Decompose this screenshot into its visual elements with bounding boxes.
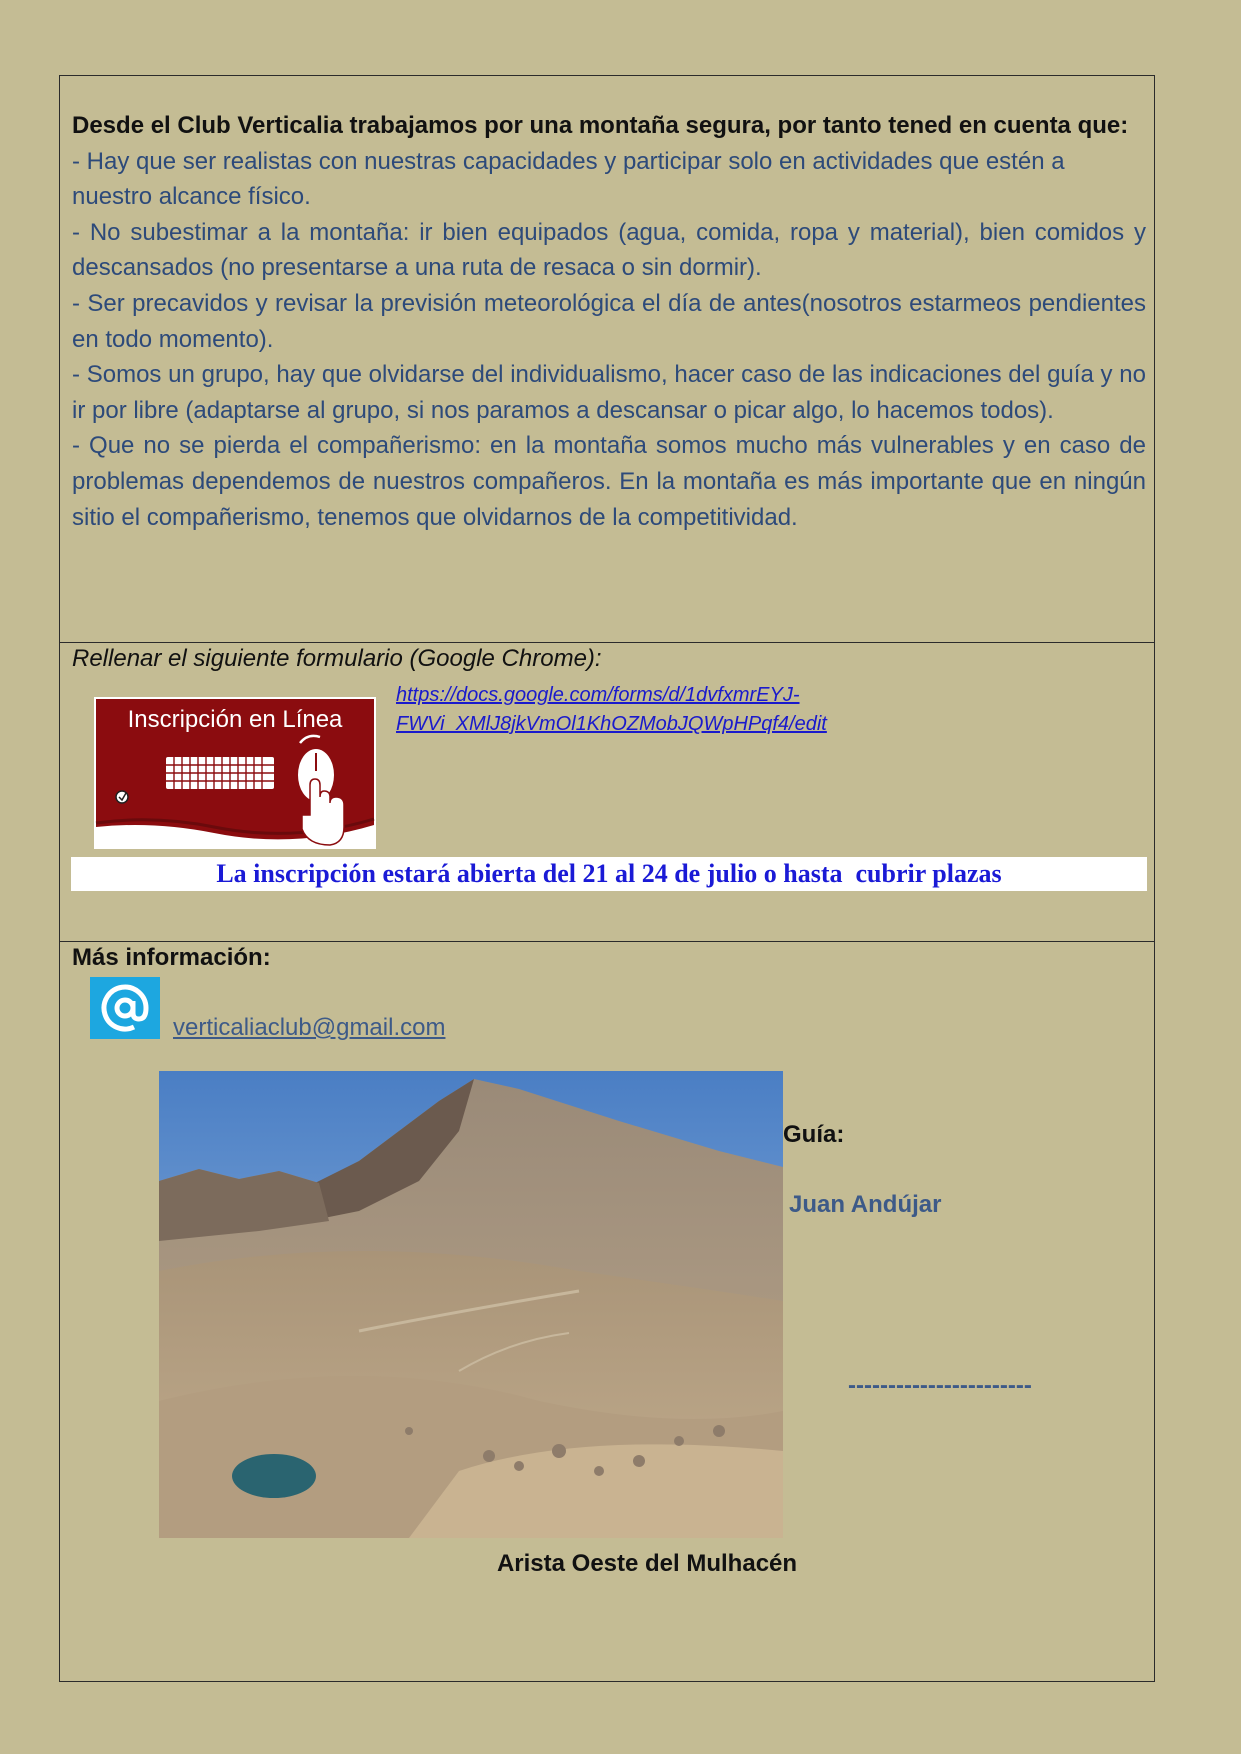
badge-title: Inscripción en Línea	[127, 706, 343, 733]
safety-rule-1: - Hay que ser realistas con nuestras capacidades y participar solo en actividades que estén a nuestro alcance físico.	[72, 147, 1065, 211]
safety-rule-3: - Ser precavidos y revisar la previsión meteorológica el día de antes(nosotros estarmeos pendientes en todo momento).	[72, 289, 1146, 353]
section-divider-1	[60, 642, 1154, 643]
online-registration-badge[interactable]	[94, 697, 376, 849]
keyboard-icon	[166, 757, 274, 789]
guide-label: Guía:	[783, 1121, 845, 1148]
registration-dates-banner: La inscripción estará abierta del 21 al 24 de julio o hasta cubrir plazas	[71, 857, 1147, 891]
mountain-photo	[159, 1071, 783, 1538]
section-divider-2	[60, 941, 1154, 942]
safety-section	[72, 108, 1146, 535]
form-link-line-2: FWVi_XMlJ8jkVmOl1KhOZMobJQWpHPqf4/edit	[396, 713, 827, 735]
form-link-line-1: https://docs.google.com/forms/d/1dvfxmrEYJ-	[396, 684, 800, 706]
dashed-separator: -----------------------	[848, 1372, 1032, 1399]
more-info-heading: Más información:	[72, 944, 271, 971]
at-sign-icon	[90, 977, 160, 1039]
registration-form-link[interactable]	[396, 681, 827, 739]
safety-lead: Desde el Club Verticalia trabajamos por una montaña segura, por tanto tened en cuenta que:	[72, 112, 1129, 139]
guide-name: Juan Andújar	[789, 1191, 942, 1218]
check-circle-icon	[116, 791, 128, 803]
safety-rule-5: - Que no se pierda el compañerismo: en la montaña somos mucho más vulnerables y en caso de problemas dependemos de nuestros compañeros. En la montaña es más importante que en ningún sitio el compañerismo, tenemos que olvidarnos de la competitividad.	[72, 432, 1146, 531]
contact-email-link[interactable]: verticaliaclub@gmail.com	[173, 1014, 446, 1041]
form-instructions: Rellenar el siguiente formulario (Google Chrome):	[72, 645, 602, 672]
document-frame	[59, 75, 1155, 1682]
safety-rule-4: - Somos un grupo, hay que olvidarse del individualismo, hacer caso de las indicaciones del guía y no ir por libre (adaptarse al grupo, si nos paramos a descansar o picar algo, lo hacemos todos).	[72, 361, 1146, 424]
safety-rule-2: - No subestimar a la montaña: ir bien equipados (agua, comida, ropa y material), bien comidos y descansados (no presentarse a una ruta de resaca o sin dormir).	[72, 218, 1146, 282]
photo-caption: Arista Oeste del Mulhacén	[496, 1550, 798, 1577]
